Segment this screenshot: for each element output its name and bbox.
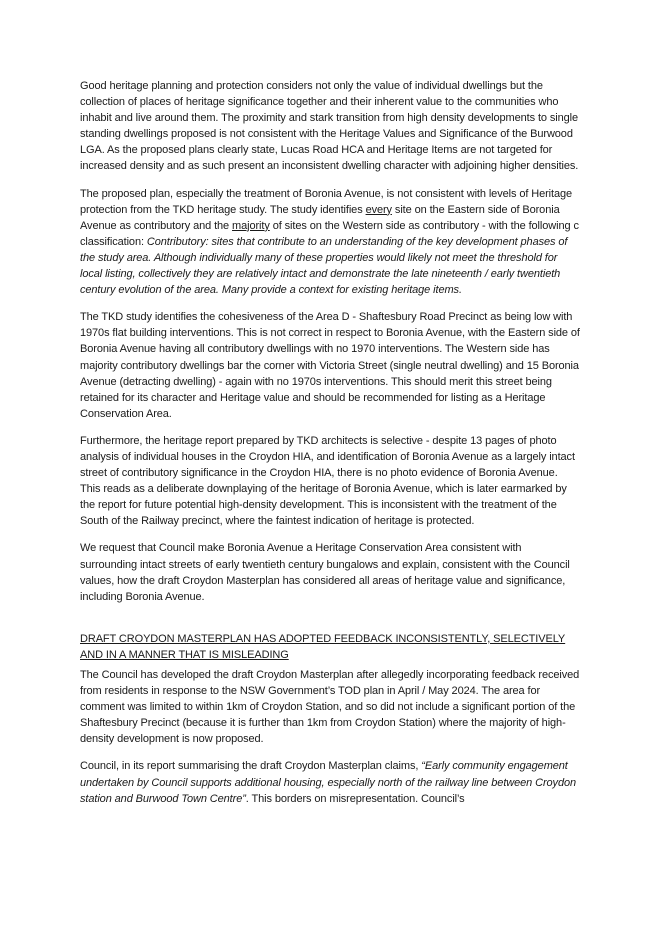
text-run: site on the Eastern side of Boronia Avenue as contributory and the — [80, 203, 560, 232]
paragraph-feedback-area: The Council has developed the draft Croydon Masterplan after allegedly incorporating feedback received from residents in response to the NSW Government’s TOD plan in April / May 2024. The area for comment was limited to within 1km of Croydon Station, and so did not include a significant portion of the Shaftesbury Precinct (because it is further than 1km from Croydon Station) where the majority of high-density development is now proposed. — [80, 669, 580, 746]
underlined-word-every: every — [365, 203, 392, 216]
paragraph-boronia-treatment — [80, 186, 580, 299]
section-heading-feedback: DRAFT CROYDON MASTERPLAN HAS ADOPTED FEEDBACK INCONSISTENTLY, SELECTIVELY AND IN A MANNER THAT IS MISLEADING — [80, 632, 566, 661]
italic-contributory-definition: Contributory: sites that contribute to an understanding of the key development phases of the study area. Although individually many of these properties would likely not meet the threshold for local listing, collectively they are relatively intact and demonstrate the late nineteenth / early twentieth century evolution of the area. Many provide a context for existing heritage items. — [80, 235, 568, 297]
text-run: of sites on the Western side as contributory - with the following c classification: — [80, 219, 579, 248]
paragraph-council-claims — [80, 758, 580, 806]
document-page — [80, 78, 580, 818]
paragraph-tkd-cohesiveness: The TKD study identifies the cohesiveness of the Area D - Shaftesbury Road Precinct as being low with 1970s flat building interventions. This is not correct in respect to Boronia Avenue, with the Eastern side of Boronia Avenue having all contributory dwellings with no 1970 interventions. The Western side has majority contributory dwellings bar the corner with Victoria Street (single neutral dwelling) and 15 Boronia Avenue (detracting dwelling) - again with no 1970s interventions. This should merit this street being retained for its character and Heritage value and should be recommended for listing as a Heritage Conservation Area. — [80, 311, 580, 420]
text-run: The proposed plan, especially the treatment of Boronia Avenue, is not consistent with levels of Heritage protection from the TKD heritage study. The study identifies — [80, 187, 573, 216]
text-run: . This borders on misrepresentation. Council’s — [245, 792, 465, 805]
paragraph-request-hca: We request that Council make Boronia Avenue a Heritage Conservation Area consistent with surrounding intact streets of early twentieth century bungalows and explain, consistent with the Council values, how the draft Croydon Masterplan has considered all areas of heritage value and significance, including Boronia Avenue. — [80, 542, 570, 603]
italic-quote: “Early community engagement undertaken by Council supports additional housing, especially north of the railway line between Croydon station and Burwood Town Centre” — [80, 760, 577, 805]
underlined-word-majority: majority — [232, 219, 270, 232]
paragraph-tkd-selective: Furthermore, the heritage report prepared by TKD architects is selective - despite 13 pages of photo analysis of individual houses in the Croydon HIA, and identification of Boronia Avenue as a largely intact street of contributory significance in the Croydon HIA, there is no photo evidence of Boronia Avenue. This reads as a deliberate downplaying of the heritage of Boronia Avenue, which is later earmarked by the report for future potential high-density development. This is inconsistent with the treatment of the South of the Railway precinct, where the faintest indication of heritage is protected. — [80, 434, 575, 528]
text-run: Council, in its report summarising the draft Croydon Masterplan claims, — [80, 760, 422, 773]
paragraph-heritage-planning: Good heritage planning and protection considers not only the value of individual dwellings but the collection of places of heritage significance together and their inherent value to the communities who inhabit and live around them. The proximity and stark transition from high density developments to single standing dwellings proposed is not consistent with the Heritage Values and Significance of the Burwood LGA. As the proposed plans clearly state, Lucas Road HCA and Heritage Items are not targeted for increased density and as such present an inconsistent dwelling character with adjoining higher densities. — [80, 80, 579, 173]
